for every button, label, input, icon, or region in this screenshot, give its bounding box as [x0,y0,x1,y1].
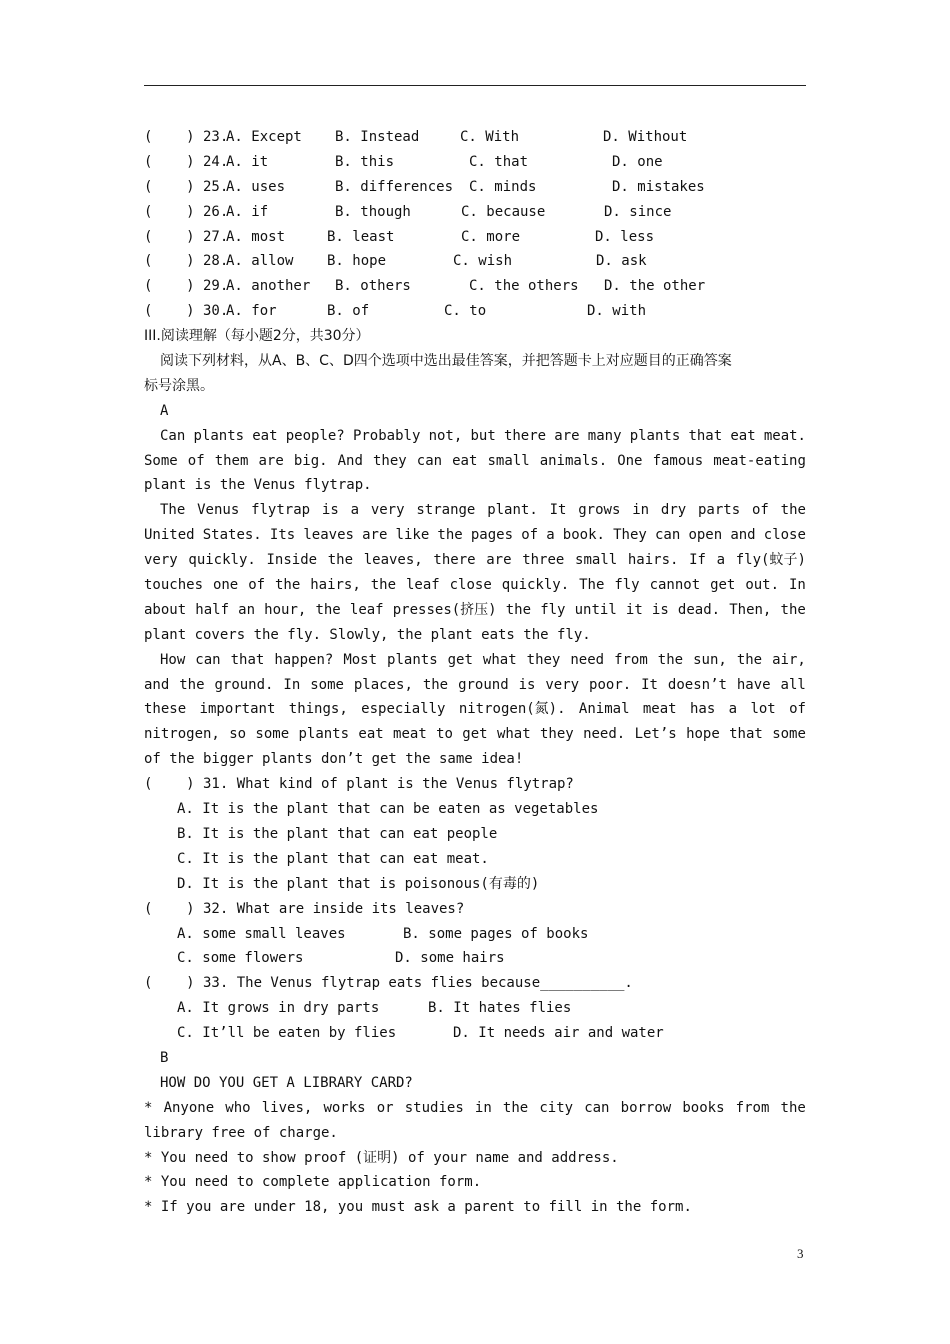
word: a [546,527,555,544]
cloze-row [144,150,806,175]
cloze-row [144,274,806,299]
word: famous [652,452,704,469]
word: from [735,1099,770,1116]
header-rule [144,85,806,86]
word: until [574,601,617,618]
word: eat [358,726,384,743]
word: or [376,1099,394,1116]
option-32-d: D. some hairs [395,950,505,967]
cloze-option-c: C. With [460,129,520,145]
word: Most [343,651,378,668]
word: the [505,601,532,618]
word: book. [562,527,605,544]
word: the [780,502,806,519]
word: plants [387,651,438,668]
cloze-option-a: A. it [226,153,269,170]
word: sun, [693,651,727,668]
word: Animal [578,701,630,718]
word: close [449,577,492,594]
word: many [587,427,622,444]
word: of [751,502,769,519]
cloze-row [144,299,806,324]
word: can [195,651,221,668]
cloze-option-a: A. for [226,303,277,320]
word: nitrogen(氮). [458,701,566,718]
word: are [554,427,580,444]
word: the [327,552,354,569]
option-31-c: C. It is the plant that can eat meat. [177,850,489,867]
cloze-option-d: D. since [604,203,672,220]
word: they [372,452,407,469]
word: the [780,1099,806,1116]
page-number: 3 [797,1246,804,1261]
cloze-number: ( ) 23. [144,129,229,145]
cloze-option-b: B. though [335,203,411,220]
word: who [225,1099,251,1116]
word: to [436,726,453,743]
passage-a-line [144,449,806,474]
cloze-option-c: C. the others [469,278,579,295]
word: they [540,726,574,743]
word: In [283,676,301,693]
question-32: ( ) 32. What are inside its leaves? [144,900,465,917]
word: Its [269,527,296,544]
passage-a-line [144,498,806,523]
word: three [522,552,565,569]
option-32-b: B. some pages of books [403,925,589,942]
word: dead. [677,601,721,618]
passage-b-line [144,1096,806,1121]
passage-a-line: plant covers the fly. Slowly, the plant eats the fly. [144,626,591,643]
word: close [763,527,806,544]
question-31: ( ) 31. What kind of plant is the Venus flytrap? [144,776,574,793]
word: is [651,601,669,618]
word: what [482,651,517,668]
passage-b-line: library free of charge. [144,1124,338,1141]
option-31-b: B. It is the plant that can eat people [177,825,498,842]
word: that [230,651,265,668]
word: get [462,726,488,743]
cloze-row [144,175,806,200]
passage-a-line [144,722,806,747]
word: these [144,701,187,718]
word: can [654,527,681,544]
word: but [470,427,496,444]
word: Can [160,427,186,444]
section-heading: III.阅读理解（每小题2分，共30分） [144,328,370,345]
word: cannot [649,577,701,594]
word: especially [361,701,446,718]
word: people? [285,427,345,444]
word: States. [202,527,262,544]
section-instruction: 阅读下列材料，从A、B、C、D四个选项中选出最佳答案，并把答题卡上对应题目的正确答案 [160,353,732,370]
word: that [729,726,763,743]
word: Anyone [163,1099,215,1116]
word: Probably [352,427,421,444]
word: Venus [197,502,240,519]
passage-a-line [144,697,806,722]
word: parts [698,502,741,519]
word: grows [578,502,621,519]
word: the [274,577,301,594]
cloze-option-b: B. of [327,303,370,320]
option-33-d: D. It needs air and water [453,1025,664,1042]
option-33-a: A. It grows in dry parts [177,1000,380,1017]
cloze-option-c: C. minds [469,178,537,195]
cloze-number: ( ) 24. [144,153,229,170]
word: eat [730,427,756,444]
word: The [160,502,186,519]
word: it [625,601,643,618]
word: and [730,527,756,544]
passage-label: B [160,1049,169,1066]
passage-b-title: HOW DO YOU GET A LIBRARY CARD? [160,1074,413,1091]
cloze-option-a: A. if [226,203,269,220]
word: fly(蚊子) [735,552,806,569]
word: has [689,701,716,718]
cloze-option-d: D. less [595,228,655,245]
cloze-row [144,249,806,274]
word: some [310,676,344,693]
word: It [641,676,658,693]
word: It [549,502,567,519]
option-31-d: D. It is the plant that is poisonous(有毒的) [177,875,540,892]
passage-a-line: plant is the Venus flytrap. [144,477,372,494]
word: And [337,452,363,469]
word: very [370,502,405,519]
word: animals. [539,452,608,469]
word: things, [288,701,348,718]
options-32-cd [144,946,806,971]
cloze-option-d: D. mistakes [612,178,705,195]
word: They [613,527,647,544]
word: meat [642,701,677,718]
word: that [688,427,723,444]
word: important [199,701,276,718]
cloze-option-b: B. this [335,153,395,170]
cloze-option-a: A. uses [226,178,286,195]
cloze-number: ( ) 27. [144,228,229,245]
cloze-option-a: A. allow [226,253,294,270]
word: in [632,502,650,519]
word: a [350,502,360,519]
cloze-number: ( ) 25. [144,178,229,195]
word: of [187,452,205,469]
word: get [710,577,736,594]
word: the [370,577,397,594]
word: poor. [589,676,632,693]
word: the [657,651,684,668]
word: some [772,726,806,743]
passage-b-line: * You need to complete application form. [144,1174,482,1191]
word: need [570,651,605,668]
word: the [315,601,341,618]
word: strange [416,502,476,519]
word: there [503,427,547,444]
word: very [545,676,580,693]
word: all [780,676,806,693]
cloze-option-c: C. more [461,228,521,245]
section-instruction-cont: 标号涂黑。 [144,377,214,394]
word: quickly. [188,552,256,569]
word: * [144,1099,153,1116]
word: places, [353,676,413,693]
word: need. [583,726,626,743]
option-32-c: C. some flowers [177,950,304,967]
word: them [214,452,249,469]
passage-a-line [144,548,806,573]
options-33-ab [144,996,806,1021]
word: big. [293,452,328,469]
word: small [575,552,618,569]
word: the [437,527,463,544]
word: quickly. [501,577,570,594]
question-33: ( ) 33. The Venus flytrap eats flies because__________. [144,975,633,992]
word: Some [144,452,178,469]
word: of [789,701,806,718]
passage-a-line [144,573,806,598]
cloze-option-c: C. that [469,153,529,170]
word: United [144,527,195,544]
word: half [195,601,230,618]
word: is [321,502,339,519]
passage-a-line [144,648,806,673]
word: eat [252,427,278,444]
cloze-option-d: D. with [587,303,647,320]
word: touches [144,577,204,594]
cloze-option-c: C. to [444,303,487,320]
word: meat. [763,427,806,444]
word: city [539,1099,574,1116]
word: One [617,452,643,469]
cloze-option-b: B. Instead [335,129,420,145]
cloze-option-a: A. another [226,278,311,295]
word: eat [452,452,478,469]
word: like [395,527,430,544]
option-33-c: C. It’ll be eaten by flies [177,1025,397,1042]
word: ground. [214,676,274,693]
passage-b-line: * You need to show proof (证明) of your name and address. [144,1149,619,1166]
word: fly [614,577,640,594]
word: one [212,577,239,594]
word: lives, [261,1099,313,1116]
cloze-option-c: C. wish [453,253,513,270]
cloze-number: ( ) 29. [144,278,229,295]
word: plants [298,726,350,743]
cloze-number: ( ) 28. [144,253,229,270]
word: Let’s [634,726,677,743]
option-31-a: A. It is the plant that can be eaten as vegetables [177,801,599,818]
passage-a-line [144,673,806,698]
word: If [689,552,706,569]
word: they [526,651,561,668]
passage-a-line [144,523,806,548]
word: plants [193,427,245,444]
word: are [486,552,512,569]
word: works [323,1099,366,1116]
cloze-option-d: D. the other [604,278,706,295]
word: Inside [266,552,318,569]
word: hairs, [310,577,361,594]
word: doesn’t [667,676,727,693]
word: so [229,726,247,743]
word: of [521,527,539,544]
word: meat [393,726,427,743]
word: are [362,527,388,544]
word: leaf [349,601,384,618]
cloze-options [144,125,806,324]
cloze-option-c: C. because [461,203,546,220]
word: very [144,552,178,569]
word: In [788,577,806,594]
word: hairs. [627,552,679,569]
word: a [728,701,738,718]
word: air, [772,651,806,668]
word: a [716,552,726,569]
cloze-option-b: B. differences [335,178,454,195]
cloze-row [144,225,806,250]
word: can [584,1099,610,1116]
cloze-option-b: B. least [327,228,395,245]
word: what [496,726,531,743]
cloze-option-b: B. others [335,278,411,295]
options-32-ab [144,922,806,947]
word: dry [660,502,687,519]
word: get [447,651,473,668]
cloze-row [144,200,806,225]
word: The [579,577,605,594]
passage-a-line [144,424,806,449]
cloze-option-b: B. hope [327,253,387,270]
cloze-number: ( ) 30. [144,303,229,320]
word: fly [540,601,566,618]
passage-a-line [144,598,806,623]
word: open [688,527,723,544]
word: the [422,676,449,693]
word: some [255,726,290,743]
word: nitrogen, [144,726,220,743]
word: the [179,676,205,693]
word: leaves, [363,552,423,569]
passage-a [144,424,806,772]
word: the [502,1099,529,1116]
word: there [433,552,476,569]
options-33-cd [144,1021,806,1046]
word: of [248,577,266,594]
word: leaf [405,577,440,594]
word: leaves [303,527,354,544]
word: happen? [274,651,334,668]
word: the [736,651,763,668]
cloze-row [144,125,806,150]
option-33-b: B. It hates flies [428,1000,572,1017]
word: and [144,676,170,693]
word: meat-eating [713,452,806,469]
passage-a-line: of the bigger plants don’t get the same idea! [144,751,524,768]
word: are [258,452,284,469]
word: pages [470,527,514,544]
passage-label: A [160,402,169,419]
word: from [614,651,648,668]
word: flytrap [251,502,311,519]
passage-b-line: * If you are under 18, you must ask a parent to fill in the form. [144,1199,692,1216]
word: books [682,1099,725,1116]
word: is [518,676,536,693]
word: small [487,452,530,469]
word: plants [629,427,681,444]
word: hour, [264,601,307,618]
word: the [780,601,806,618]
word: borrow [620,1099,672,1116]
word: ground [458,676,509,693]
cloze-option-d: D. Without [603,129,688,145]
word: How [160,651,186,668]
cloze-option-d: D. ask [596,253,647,270]
word: not, [428,427,463,444]
word: lot [750,701,776,718]
cloze-option-a: A. Except [226,129,302,145]
cloze-option-d: D. one [612,153,663,170]
word: out. [745,577,780,594]
cloze-option-a: A. most [226,228,286,245]
word: about [144,601,187,618]
word: plant. [487,502,538,519]
word: can [416,452,443,469]
option-32-a: A. some small leaves [177,925,346,942]
word: studies [404,1099,464,1116]
word: presses(挤压) [392,601,497,618]
page-content [144,125,806,1220]
cloze-number: ( ) 26. [144,203,229,220]
word: in [474,1099,492,1116]
word: hope [686,726,720,743]
word: have [736,676,771,693]
word: an [238,601,256,618]
word: Then, [729,601,772,618]
